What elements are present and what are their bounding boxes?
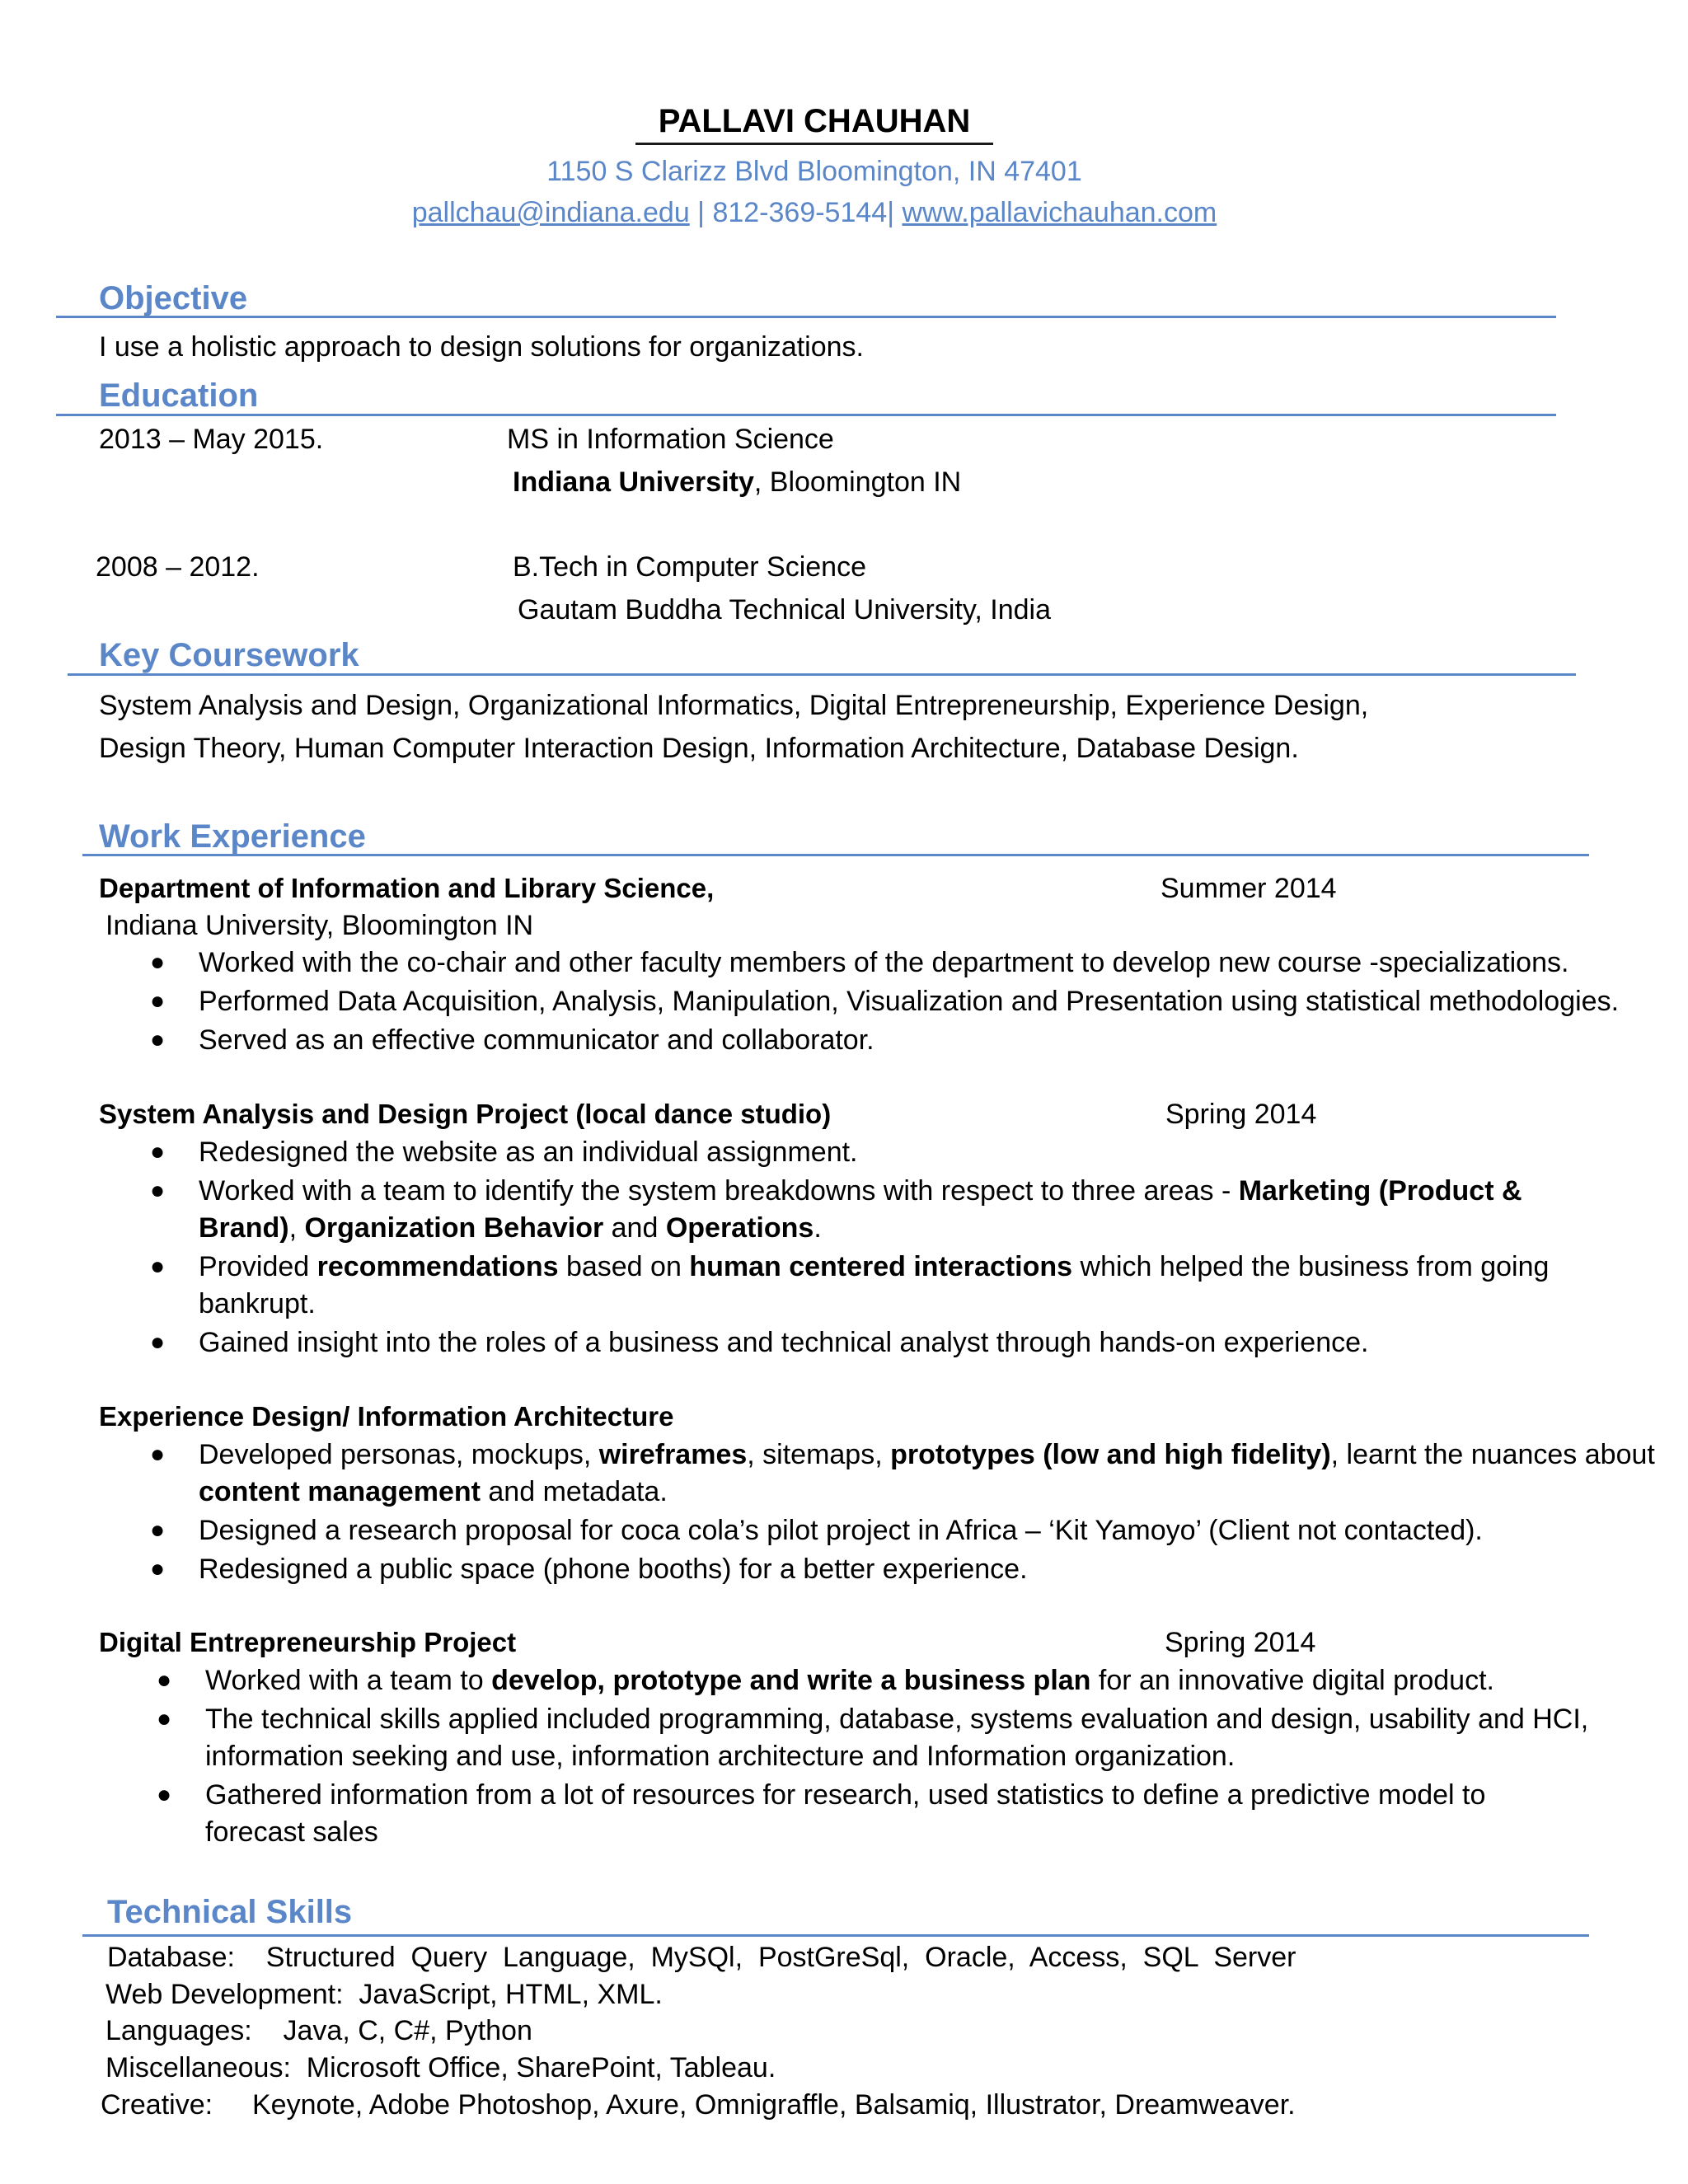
education-heading: Education (99, 377, 259, 414)
job-bullet-cont: forecast sales (205, 1816, 378, 1848)
bullet-icon: ● (150, 1555, 166, 1582)
job-date: Spring 2014 (1165, 1099, 1317, 1130)
coursework-heading: Key Coursework (99, 637, 359, 673)
work-heading: Work Experience (99, 818, 366, 855)
edu-location: , Bloomington IN (753, 466, 962, 498)
name-text: PALLAVI CHAUHAN (635, 101, 994, 145)
job-title: Digital Entrepreneurship Project (99, 1627, 517, 1657)
edu-dates: 2008 – 2012. (96, 551, 260, 583)
coursework-line: Design Theory, Human Computer Interaction Design, Information Architecture, Database Design. (99, 733, 1299, 764)
job-bullet: Served as an effective communicator and collaborator. (199, 1024, 874, 1056)
objective-text: I use a holistic approach to design solutions for organizations. (99, 331, 864, 363)
job-title: Experience Design/ Information Architecture (99, 1401, 674, 1432)
bullet-icon: ● (150, 1177, 166, 1204)
skills-creative-label: Creative: (101, 2089, 213, 2121)
job-bullet: Worked with a team to identify the system breakdowns with respect to three areas - Marketing (Product & (199, 1175, 1522, 1207)
coursework-rule (68, 673, 1576, 676)
job-bullet: Performed Data Acquisition, Analysis, Manipulation, Visualization and Presentation using statistical methodologies. (199, 986, 1620, 1017)
education-rule (56, 414, 1556, 416)
contact-line (0, 196, 1629, 230)
job-bullet-cont: Brand), Organization Behavior and Operations. (199, 1212, 822, 1244)
job-bullet: Worked with a team to develop, prototype and write a business plan for an innovative digital product. (205, 1665, 1494, 1696)
bullet-icon: ● (157, 1781, 172, 1808)
job-bullet: Gathered information from a lot of resources for research, used statistics to define a predictive model to (205, 1779, 1486, 1811)
skills-database: Database: Structured Query Language, MySQl, PostGreSql, Oracle, Access, SQL Server (107, 1942, 1296, 1973)
edu-school-line (513, 466, 961, 499)
skills-languages: Languages: Java, C, C#, Python (106, 2015, 532, 2046)
objective-heading: Objective (99, 280, 248, 316)
skills-misc: Miscellaneous: Microsoft Office, SharePoint, Tableau. (106, 2052, 776, 2083)
email-link[interactable]: pallchau@indiana.edu (411, 197, 690, 228)
job-bullet: The technical skills applied included programming, database, systems evaluation and design, usability and HCI, (205, 1704, 1589, 1735)
objective-rule (56, 316, 1556, 318)
bullet-icon: ● (150, 1253, 166, 1280)
job-title: Department of Information and Library Science, (99, 873, 715, 903)
website-link[interactable]: www.pallavichauhan.com (902, 197, 1217, 228)
job-bullet: Designed a research proposal for coca cola’s pilot project in Africa – ‘Kit Yamoyo’ (Client not contacted). (199, 1515, 1483, 1546)
bullet-icon: ● (150, 987, 166, 1015)
job-bullet-cont: information seeking and use, information architecture and Information organization. (205, 1741, 1236, 1772)
coursework-line: System Analysis and Design, Organizational Informatics, Digital Entrepreneurship, Experience Design, (99, 690, 1369, 721)
job-bullet: Provided recommendations based on human centered interactions which helped the business from going (199, 1251, 1550, 1282)
job-bullet: Developed personas, mockups, wireframes, sitemaps, prototypes (low and high fidelity), learnt the nuances about (199, 1439, 1655, 1470)
bullet-icon: ● (157, 1705, 172, 1732)
edu-school: Gautam Buddha Technical University, India (518, 594, 1051, 626)
address: 1150 S Clarizz Blvd Bloomington, IN 47401 (546, 156, 1082, 187)
job-bullet: Redesigned a public space (phone booths) for a better experience. (199, 1554, 1028, 1585)
skills-rule (82, 1934, 1589, 1937)
job-bullet-cont: content management and metadata. (199, 1476, 668, 1507)
skills-creative: Keynote, Adobe Photoshop, Axure, Omnigraffle, Balsamiq, Illustrator, Dreamweaver. (252, 2089, 1296, 2121)
bullet-icon: ● (150, 1138, 166, 1165)
job-title: System Analysis and Design Project (local dance studio) (99, 1099, 832, 1129)
bullet-icon: ● (150, 949, 166, 976)
bullet-icon: ● (150, 1026, 166, 1053)
bullet-icon: ● (150, 1329, 166, 1356)
job-date: Spring 2014 (1165, 1627, 1316, 1658)
work-rule (82, 854, 1589, 856)
edu-degree: MS in Information Science (507, 424, 834, 455)
edu-degree: B.Tech in Computer Science (513, 551, 866, 583)
job-bullet: Gained insight into the roles of a business and technical analyst through hands-on experience. (199, 1327, 1369, 1358)
job-org: Indiana University, Bloomington IN (106, 910, 534, 941)
edu-school: Indiana University (513, 466, 754, 498)
job-bullet: Worked with the co-chair and other faculty members of the department to develop new course -specializations. (199, 947, 1569, 978)
bullet-icon: ● (150, 1441, 166, 1468)
job-date: Summer 2014 (1160, 873, 1337, 904)
bullet-icon: ● (150, 1516, 166, 1544)
job-bullet-cont: bankrupt. (199, 1288, 316, 1319)
edu-dates: 2013 – May 2015. (99, 424, 324, 455)
skills-heading: Technical Skills (107, 1894, 353, 1930)
job-bullet: Redesigned the website as an individual assignment. (199, 1137, 858, 1168)
phone-text: | 812-369-5144| (689, 197, 903, 228)
bullet-icon: ● (157, 1666, 172, 1694)
resume-name (0, 101, 1629, 145)
skills-web: Web Development: JavaScript, HTML, XML. (106, 1979, 663, 2010)
